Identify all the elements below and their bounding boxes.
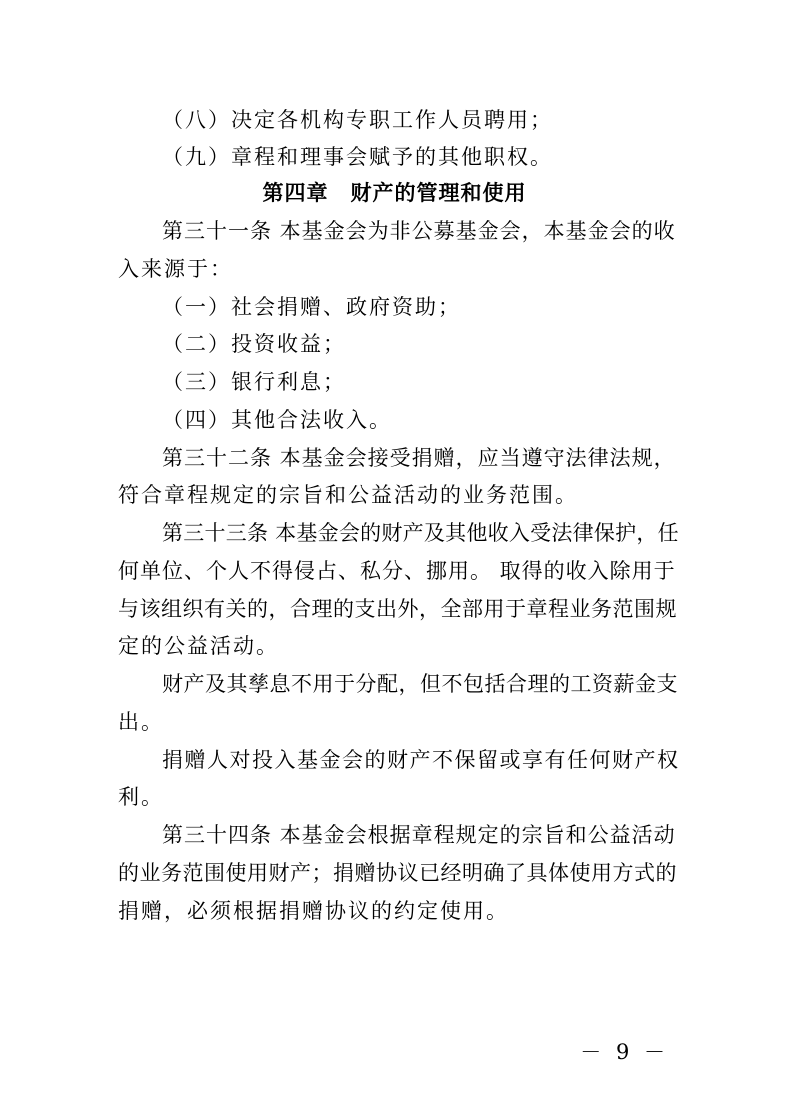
chapter-heading: 第四章 财产的管理和使用 [262,181,527,205]
article-34-line-2: 的业务范围使用财产；捐赠协议已经明确了具体使用方式的 [118,861,677,885]
article-34-line-1: 第三十四条 本基金会根据章程规定的宗旨和公益活动 [162,823,676,847]
clause-item-9: （九）章程和理事会赋予的其他职权。 [162,145,553,169]
income-source-3: （三）银行利息； [162,370,346,394]
article-33-para-2-line-1: 财产及其孳息不用于分配，但不包括合理的工资薪金支 [162,672,678,696]
article-33-line-4: 定的公益活动。 [118,634,279,658]
income-source-4: （四）其他合法收入。 [162,408,392,432]
income-source-2: （二）投资收益； [162,332,346,356]
page-number: － 9 － [580,1040,669,1064]
article-33-para-3-line-1: 捐赠人对投入基金会的财产不保留或享有任何财产权 [162,748,680,772]
article-31-line-1: 第三十一条 本基金会为非公募基金会，本基金会的收 [162,219,676,243]
article-33-line-2: 何单位、个人不得侵占、私分、挪用。 取得的收入除用于 [118,559,676,583]
article-34-line-3: 捐赠，必须根据捐赠协议的约定使用。 [118,899,509,923]
article-33-para-3-line-2: 利。 [118,785,164,809]
article-32-line-1: 第三十二条 本基金会接受捐赠，应当遵守法律法规， [162,446,676,470]
article-33-line-1: 第三十三条 本基金会的财产及其他收入受法律保护，任 [162,521,679,545]
clause-item-8: （八）决定各机构专职工作人员聘用； [162,108,553,132]
article-31-line-2: 入来源于： [118,257,233,281]
article-33-line-3: 与该组织有关的，合理的支出外，全部用于章程业务范围规 [118,597,677,621]
income-source-1: （一）社会捐赠、政府资助； [162,295,461,319]
article-33-para-2-line-2: 出。 [118,710,164,734]
article-32-line-2: 符合章程规定的宗旨和公益活动的业务范围。 [118,483,578,507]
